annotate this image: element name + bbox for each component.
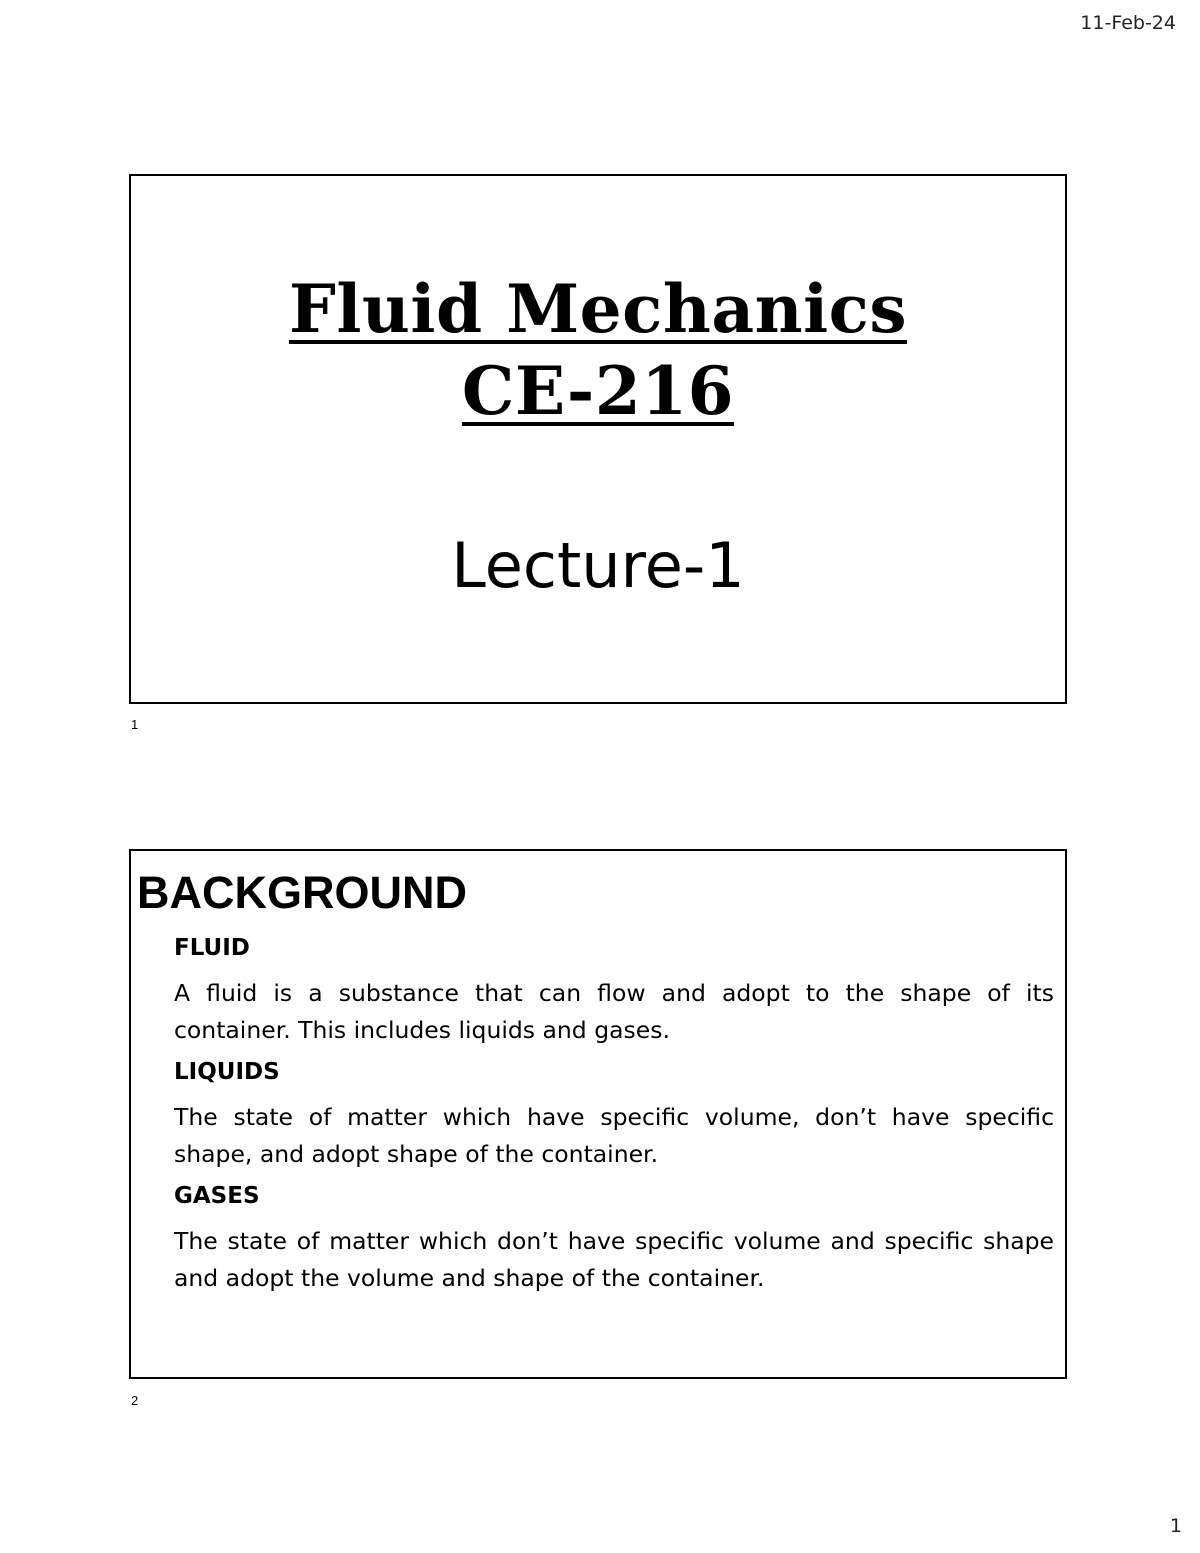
term-fluid: FLUID xyxy=(174,935,250,961)
slide-2-heading: BACKGROUND xyxy=(137,867,467,918)
slide-1 xyxy=(129,174,1067,704)
definition-fluid: A fluid is a substance that can flow and adopt to the shape of its container. This includes liquids and gases. xyxy=(174,979,1054,1044)
slide-2-content xyxy=(174,933,1054,1305)
course-title: Fluid Mechanics xyxy=(289,270,907,348)
slide-number-1: 1 xyxy=(131,717,139,732)
course-code: CE-216 xyxy=(461,352,735,430)
slide-1-title-block xyxy=(131,268,1065,432)
slide-number-2: 2 xyxy=(131,1393,139,1408)
slide-2 xyxy=(129,849,1067,1379)
definition-gases: The state of matter which don’t have specific volume and specific shape and adopt the volume and shape of the container. xyxy=(174,1227,1054,1292)
term-liquids: LIQUIDS xyxy=(174,1059,280,1085)
definition-liquids: The state of matter which have specific volume, don’t have specific shape, and adopt shape of the container. xyxy=(174,1103,1054,1168)
term-gases: GASES xyxy=(174,1183,260,1209)
lecture-label: Lecture-1 xyxy=(451,529,745,602)
header-date: 11-Feb-24 xyxy=(1080,12,1176,34)
page-number: 1 xyxy=(1169,1515,1182,1537)
